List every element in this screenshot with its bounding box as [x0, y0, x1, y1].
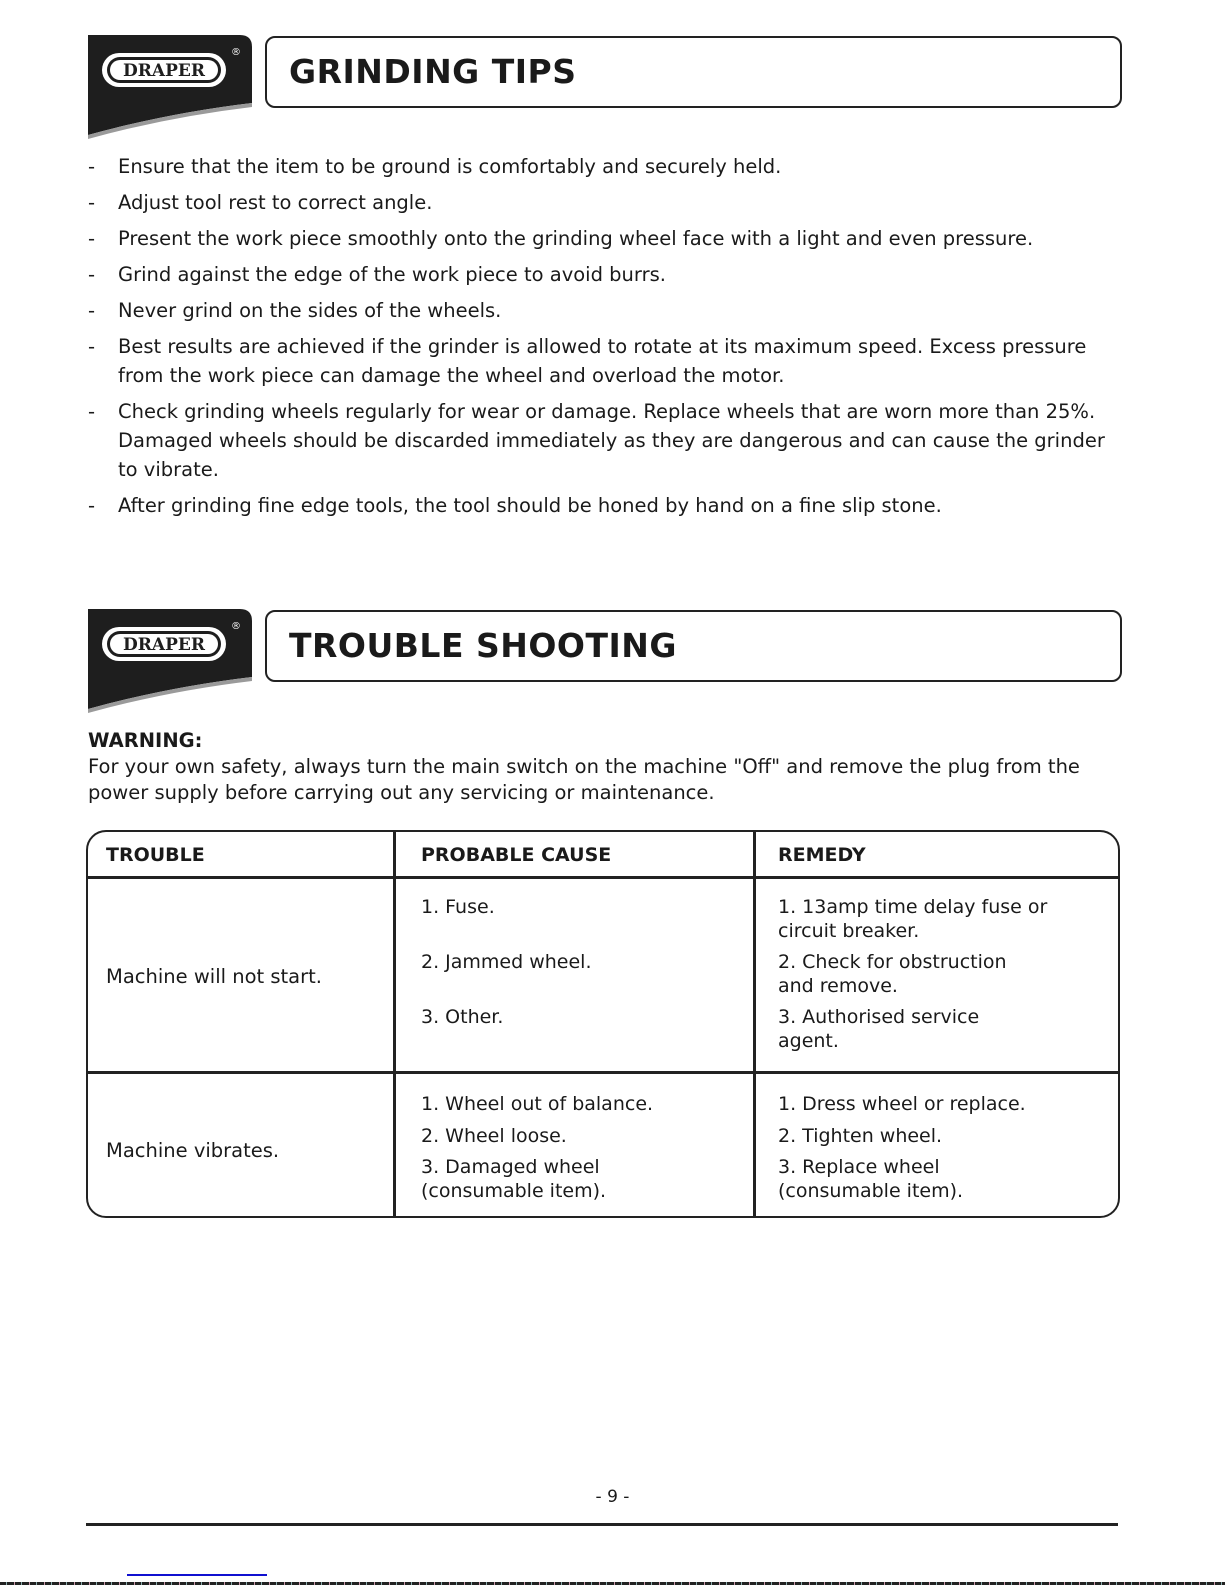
grinding-tips-list	[88, 152, 1128, 527]
header-remedy: REMEDY	[778, 844, 866, 866]
trouble-shooting-header	[88, 609, 1132, 719]
remedy-item: 2. Check for obstruction and remove.	[778, 951, 1007, 997]
cause-item: 2. Wheel loose.	[421, 1125, 567, 1147]
remedy-item: 1. 13amp time delay fuse or circuit breaker.	[778, 896, 1048, 942]
draper-logo	[88, 609, 256, 717]
header-divider	[88, 876, 1118, 879]
cause-item: 1. Fuse.	[421, 896, 495, 918]
remedy-item: 3. Authorised service agent.	[778, 1006, 980, 1052]
bullet-dash: -	[88, 191, 96, 214]
column-divider	[753, 832, 756, 1216]
cause-item: 2. Jammed wheel.	[421, 951, 592, 973]
logo-text: DRAPER	[123, 635, 205, 655]
remedy-item: 3. Replace wheel (consumable item).	[778, 1156, 964, 1202]
list-item	[88, 491, 1128, 520]
section-title: TROUBLE SHOOTING	[289, 626, 677, 665]
remedy-item: 2. Tighten wheel.	[778, 1125, 943, 1147]
bullet-dash: -	[88, 494, 96, 517]
list-item	[88, 224, 1128, 253]
bullet-dash: -	[88, 299, 96, 322]
title-box	[265, 36, 1122, 108]
tip-text: Check grinding wheels regularly for wear or damage. Replace wheels that are worn more than 25%. Damaged wheels should be discarded immediately as they are dangerous and can cause the grinder to vibrate.	[118, 400, 1105, 481]
registered-mark: ®	[231, 47, 241, 58]
cause-item: 3. Other.	[421, 1006, 504, 1028]
list-item	[88, 332, 1128, 390]
list-item	[88, 260, 1128, 289]
trouble-cell: Machine will not start.	[106, 965, 322, 988]
section-title: GRINDING TIPS	[289, 52, 577, 91]
tip-text: Ensure that the item to be ground is comfortably and securely held.	[118, 155, 782, 178]
warning-body: For your own safety, always turn the main switch on the machine "Off" and remove the plug from the power supply before carrying out any servicing or maintenance.	[88, 755, 1080, 804]
registered-mark: ®	[231, 621, 241, 632]
list-item	[88, 397, 1128, 484]
tip-text: Adjust tool rest to correct angle.	[118, 191, 433, 214]
list-item	[88, 152, 1128, 181]
warning-block	[88, 728, 1128, 806]
tip-text: Best results are achieved if the grinder is allowed to rotate at its maximum speed. Excess pressure from the work piece can damage the wheel and overload the motor.	[118, 335, 1087, 387]
cause-item: 3. Damaged wheel (consumable item).	[421, 1156, 607, 1202]
tip-text: After grinding fine edge tools, the tool should be honed by hand on a fine slip stone.	[118, 494, 942, 517]
column-divider	[393, 832, 396, 1216]
tip-text: Grind against the edge of the work piece to avoid burrs.	[118, 263, 666, 286]
title-box	[265, 610, 1122, 682]
grinding-tips-header	[88, 35, 1132, 145]
bullet-dash: -	[88, 400, 96, 423]
bullet-dash: -	[88, 227, 96, 250]
warning-title: WARNING:	[88, 729, 203, 752]
header-trouble: TROUBLE	[106, 844, 205, 866]
header-probable-cause: PROBABLE CAUSE	[421, 844, 612, 866]
page-number: - 9 -	[595, 1487, 630, 1507]
trouble-cell: Machine vibrates.	[106, 1139, 280, 1162]
remedy-item: 1. Dress wheel or replace.	[778, 1093, 1026, 1115]
bullet-dash: -	[88, 155, 96, 178]
logo-text: DRAPER	[123, 61, 205, 81]
row-divider	[88, 1071, 1118, 1074]
cause-item: 1. Wheel out of balance.	[421, 1093, 654, 1115]
trouble-shooting-table	[86, 830, 1120, 1218]
tip-text: Present the work piece smoothly onto the grinding wheel face with a light and even pressure.	[118, 227, 1034, 250]
bullet-dash: -	[88, 335, 96, 358]
list-item	[88, 296, 1128, 325]
link-underline[interactable]	[127, 1574, 267, 1576]
list-item	[88, 188, 1128, 217]
tip-text: Never grind on the sides of the wheels.	[118, 299, 502, 322]
bullet-dash: -	[88, 263, 96, 286]
draper-logo	[88, 35, 256, 143]
footer-rule	[86, 1523, 1118, 1526]
